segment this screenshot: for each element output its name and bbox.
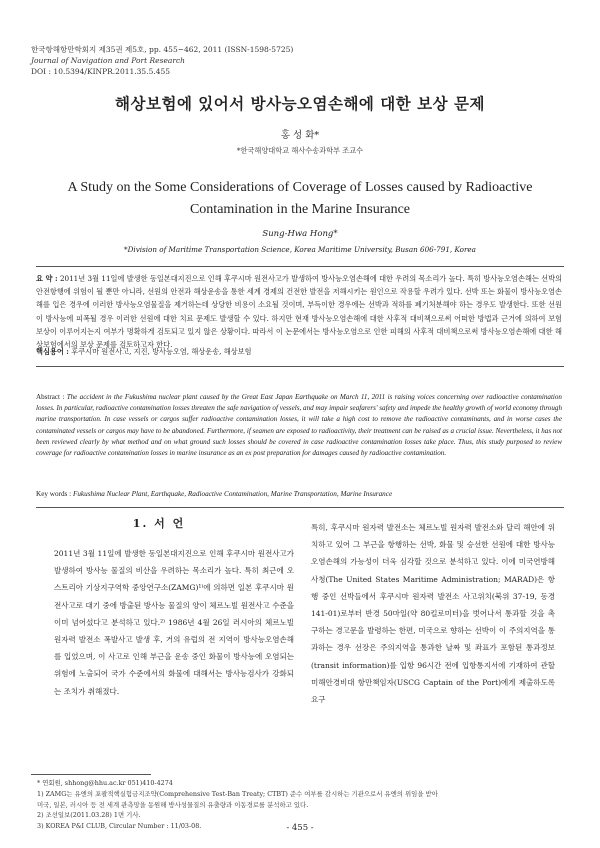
keywords-english-label: Key words : [36, 490, 72, 498]
footnote-item: 1) ZAMG는 유엔의 포괄적핵실험금지조약(Comprehensive Test-Ban Treaty; CTBT) 준수 여부를 감시하는 기관으로서 유엔의 위임을 받아 [37, 789, 438, 798]
page-number: - 455 - [286, 823, 314, 833]
title-english: A Study on the Some Considerations of Coverage of Losses caused by Radioactive Contamination in the Marine Insurance [67, 180, 533, 217]
journal-name: Journal of Navigation and Port Research [31, 56, 185, 65]
keywords-korean [36, 347, 562, 357]
journal-header [31, 44, 293, 77]
body-column-left: 2011년 3월 11일에 발생한 동일본대지진으로 인해 후쿠시마 원전사고가 발생하여 방사능 물질의 비산을 우려하는 목소리가 높다. 특히 최근에 오스트리아 기상지구역학 중앙연구소(ZAMG)¹⁾에 의하면 일본 후쿠시마 원전사고로 대기 중에 방출된 방사능 물질의 양이 체르노빌 원전사고 수준을 이미 넘어섰다고 분석하고 있다.²⁾ 1986년 4월 26일 러시아의 체르노빌 원자력 발전소 폭발사고 발생 후, 거의 유럽의 전 지역이 방사능오염손해를 입었으며, 이 사고로 인해 부근을 운송 중인 화물이 방사능에 오염되는 위험에 노출되어 국가 수준에서의 화물에 대해서는 방사능검사가 강화되는 조치가 취해졌다. [54, 549, 294, 696]
footnote-item: 미국, 일본, 러시아 등 전 세계 관측망을 동원해 방사성물질의 유출량과 이동경로를 분석하고 있다. [37, 800, 309, 809]
abstract-korean-label: 요 약 : [36, 274, 58, 283]
author-korean: 홍 성 화* [280, 130, 320, 141]
section-heading: 1. 서 언 [132, 517, 186, 530]
body-column-right: 특히, 후쿠시마 원자력 발전소는 체르노빌 원자력 발전소와 달리 해안에 위치하고 있어 그 부근을 항행하는 선박, 화물 및 승선한 선원에 대한 방사능오염손해의 가능성이 더욱 심각할 것으로 분석하고 있다. 이에 미국연방해사청(The United States Maritime Administration; MARAD)은 항행 중인 선박들에서 후쿠시마 원자력 발전소 사고위치(북위 37-19, 동경 141-01)로부터 반경 50마일(약 80킬로미터)을 벗어나서 통과할 것을 촉구하는 경고문을 발령하는 한편, 미국으로 향하는 선박이 이 주의지역을 통과하는 경우 선장은 주의지역을 통과한 날짜 및 좌표가 포함된 통과정보(transit information)를 입항 96시간 전에 입항통지서에 기재하여 관할 미해안경비대 항만책임자(USCG Captain of the Port)에게 제출하도록 요구 [311, 523, 555, 705]
keywords-english-text: Fukushima Nuclear Plant, Earthquake, Radioactive Contamination, Marine Transportation, Marine Insurance [72, 490, 393, 498]
footnote-item: * 연회원, shhong@hhu.ac.kr 051)410-4274 [37, 779, 173, 787]
keywords-korean-label: 핵심용어 : [36, 347, 69, 356]
divider-bottom [36, 507, 564, 508]
divider-top [36, 266, 564, 267]
abstract-english [36, 392, 562, 459]
divider-middle [36, 366, 564, 367]
journal-citation: 한국항해항만학회지 제35권 제5호, pp. 455~462, 2011 (ISSN-1598-5725) [31, 45, 294, 54]
keywords-korean-text: 후쿠시마 원전사고, 지진, 방사능오염, 해상운송, 해상보험 [71, 347, 252, 356]
affiliation-english: *Division of Maritime Transportation Science, Korea Maritime University, Busan 606-791, Korea [124, 245, 476, 254]
footnote-item: 3) KOREA P&I CLUB, Circular Number : 11/03-08. [37, 822, 202, 831]
abstract-english-label: Abstract : [36, 393, 65, 401]
abstract-korean [36, 272, 562, 351]
affiliation-korean: *한국해양대학교 해사수송과학부 조교수 [236, 146, 364, 155]
abstract-english-text: The accident in the Fukushima nuclear plant caused by the Great East Japan Earthquake on March 11, 2011 is raising voices concerning over radioactive contamination losses. In particular, radioactive contamination losses threaten the safe navigation of vessels, and may impair seafarers' safety and impede the healthy growth of world economy through marine transportation. In case vessels or cargos suffer radioactive contamination losses, it will take a high cost to remove the radioactive contaminants, and in worse cases the contaminated vessels or cargos may have to be abandoned. Furthermore, if seamen are exposed to radioactivity, their treatment can be raised as a crucial issue. Nevertheless, it has not been reviewed clearly by what method and on what ground such losses should be covered in case radioactive contamination losses take place. Thus, this study purposed to review coverage for radioactive contamination losses in marine insurance as an ex post preparation for damages caused by radioactive contamination. [36, 393, 562, 458]
keywords-english [36, 490, 562, 498]
doi: DOI : 10.5394/KINPR.2011.35.5.455 [31, 67, 171, 76]
footnote-item: 2) 조선일보(2011.03.28) 1면 기사. [37, 811, 141, 820]
footnote-divider [31, 774, 151, 775]
abstract-korean-text: 2011년 3월 11일에 발생한 동일본대지진으로 인해 후쿠시마 원전사고가 발생하여 방사능오염손해에 대한 우려의 목소리가 높다. 특히 방사능오염손해는 선박의 안전항행에 위험이 될 뿐만 아니라, 선원의 안전과 해상운송을 통한 세계 경제의 건전한 발전을 저해시키는 원인으로 작용할 우려가 있다. 선박 또는 화물이 방사능오염손해를 입은 경우에 이러한 방사능오염물질을 제거하는데 상당한 비용이 소요될 것이며, 부득이한 경우에는 선박과 적하를 폐기처분해야 하는 경우도 발생한다. 또한 선원이 방사능에 피폭될 경우 이러한 선원에 대한 치료 문제도 발생할 수 있다. 하지만 현재 방사능오염손해에 대한 사후적 대비책으로써 어떠한 방법과 근거에 의하여 보험 보상이 이루어지는지 여부가 명확하게 검토되고 있지 않은 상황이다. 따라서 이 논문에서는 방사능오염으로 인한 피해의 사후적 대비책으로써 방사능오염손해에 대한 해상보험에서의 보상 문제를 검토하고자 한다. [36, 274, 562, 350]
title-korean: 해상보험에 있어서 방사능오염손해에 대한 보상 문제 [115, 94, 485, 113]
author-english: Sung-Hwa Hong* [262, 229, 338, 239]
